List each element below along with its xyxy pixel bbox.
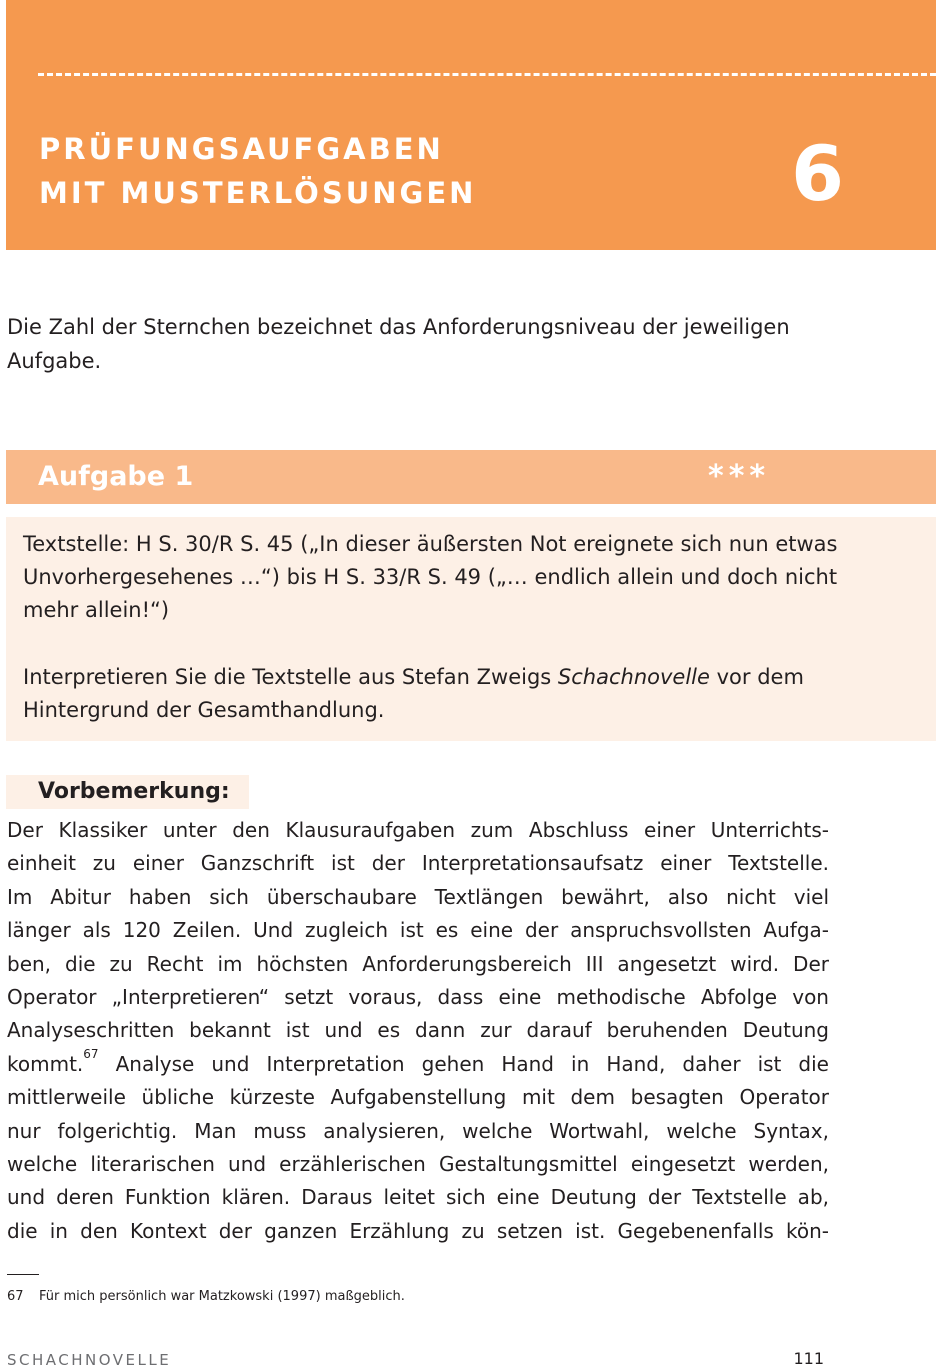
footnote-rule xyxy=(7,1274,39,1275)
running-title: SCHACHNOVELLE xyxy=(7,1351,172,1369)
footnote-number: 67 xyxy=(7,1289,24,1304)
text-line: einheit zu einer Ganzschrift ist der Interpretationsaufsatz einer Textstelle. xyxy=(7,851,829,876)
text-line: länger als 120 Zeilen. Und zugleich ist es eine der anspruchsvollsten Aufga- xyxy=(7,918,829,943)
page-number: 111 xyxy=(793,1349,824,1368)
preliminary-heading-box xyxy=(6,775,249,809)
task-label: Aufgabe 1 xyxy=(38,461,194,492)
text-line: Analyseschritten bekannt ist und es dann zur darauf beruhenden Deutung xyxy=(7,1018,829,1043)
text-line: welche literarischen und erzählerischen Gestaltungsmittel eingesetzt werden, xyxy=(7,1151,829,1176)
chapter-title xyxy=(39,127,476,215)
text-line: Operator „Interpretieren“ setzt voraus, dass eine methodische Abfolge von xyxy=(7,984,829,1009)
chapter-title-line-2: MIT MUSTERLÖSUNGEN xyxy=(39,176,477,210)
intro-text: Die Zahl der Sternchen bezeichnet das Anforderungsniveau der jeweiligen Aufgabe. xyxy=(7,315,790,373)
footnote xyxy=(7,1288,405,1306)
text-line: Der Klassiker unter den Klausuraufgaben zum Abschluss einer Unterrichts- xyxy=(7,818,829,842)
dashed-divider xyxy=(38,73,936,76)
task-work-title: Schachnovelle xyxy=(557,665,710,689)
task-instruction-start: Interpretieren Sie die Textstelle aus Stefan Zweigs xyxy=(23,665,558,689)
text-line: Im Abitur haben sich überschaubare Textlängen bewährt, also nicht viel xyxy=(7,884,829,909)
chapter-number: 6 xyxy=(791,129,844,218)
preliminary-heading: Vorbemerkung: xyxy=(38,779,230,804)
task-heading-bar xyxy=(6,450,936,504)
text-line-start: kommt. xyxy=(7,1051,84,1076)
task-box xyxy=(6,517,936,741)
chapter-title-line-1: PRÜFUNGSAUFGABEN xyxy=(39,132,444,166)
text-line: die in den Kontext der ganzen Erzählung zu setzen ist. Gegebenenfalls kön- xyxy=(7,1218,829,1243)
task-instruction xyxy=(23,661,853,727)
task-instruction-end: vor dem Hintergrund der Gesamthandlung. xyxy=(23,665,804,722)
text-line-rest: Analyse und Interpretation gehen Hand in Hand, daher ist die xyxy=(115,1051,829,1076)
difficulty-stars: *** xyxy=(708,459,771,494)
text-line xyxy=(7,1048,829,1081)
preliminary-text xyxy=(7,814,829,1248)
text-line: ben, die zu Recht im höchsten Anforderungsbereich III angesetzt wird. Der xyxy=(7,951,829,976)
task-passage: Textstelle: H S. 30/R S. 45 („In dieser äußersten Not ereignete sich nun etwas Unvorhergesehenes …“) bis H S. 33/R S. 49 („… endlich allein und doch nicht mehr allein!“) xyxy=(23,532,838,622)
text-line: nur folgerichtig. Man muss analysieren, welche Wortwahl, welche Syntax, xyxy=(7,1118,829,1143)
text-line: und deren Funktion klären. Daraus leitet sich eine Deutung der Textstelle ab, xyxy=(7,1185,829,1210)
footnote-reference[interactable]: 67 xyxy=(83,1046,99,1061)
footnote-text: Für mich persönlich war Matzkowski (1997) maßgeblich. xyxy=(39,1289,405,1304)
chapter-header xyxy=(6,0,936,250)
text-line: mittlerweile übliche kürzeste Aufgabenstellung mit dem besagten Operator xyxy=(7,1085,829,1110)
